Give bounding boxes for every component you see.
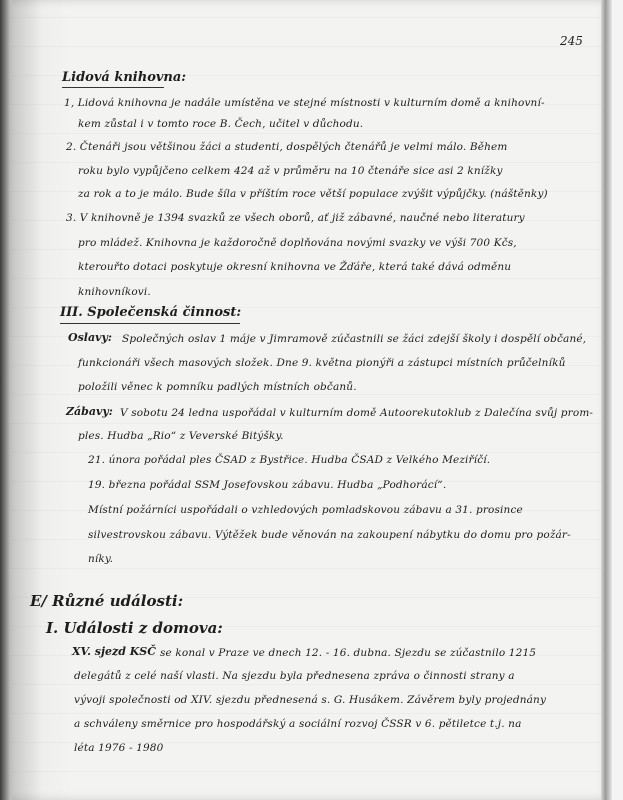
text-line: knihovníkovi.: [78, 286, 151, 298]
text-line: Společných oslav 1 máje v Jimramově zúčastnili se žáci zdejší školy i dospělí občané,: [122, 333, 587, 345]
text-line: Místní požárníci uspořádali o vzhledových pomladskovou zábavu a 31. prosince: [88, 504, 523, 516]
text-line: za rok a to je málo. Bude šíla v příštím roce větší populace zvýšit výpůjčky. (náštěnky): [78, 188, 548, 200]
label-zabavy: Zábavy:: [66, 405, 113, 418]
text-line: roku bylo vypůjčeno celkem 424 až v průměru na 10 čtenáře sice asi 2 knížky: [78, 165, 503, 177]
text-line: delegátů z celé naší vlasti. Na sjezdu byla přednesena zpráva o činnosti strany a: [74, 670, 515, 682]
text-line: funkcionáři všech masových složek. Dne 9. května pionýři a zástupci místních průčelníků: [78, 357, 566, 369]
text-line: V sobotu 24 ledna uspořádal v kulturním domě Autoorekutoklub z Dalečína svůj prom-: [120, 407, 594, 419]
label-oslavy: Oslavy:: [68, 331, 112, 344]
text-line: 2. Čtenáři jsou většinou žáci a studenti, dospělých čtenářů je velmi málo. Během: [66, 141, 508, 153]
text-line: 1, Lidová knihovna je nadále umístěna ve stejné místnosti v kulturním domě a knihovní-: [64, 97, 545, 109]
text-line: léta 1976 - 1980: [74, 742, 164, 754]
text-line: vývoji společnosti od XIV. sjezdu přednesená s. G. Husákem. Závěrem byly projednány: [74, 694, 547, 706]
heading-ruzne-udalosti: E/ Různé události:: [30, 592, 184, 610]
heading-underline: [60, 323, 240, 324]
text-line: a schváleny směrnice pro hospodářský a sociální rozvoj ČSSR v 6. pětiletce t.j. na: [74, 718, 522, 730]
text-line: kem zůstal i v tomto roce B. Čech, učitel v důchodu.: [78, 118, 364, 130]
label-xv-sjezd-ksc: XV. sjezd KSČ: [72, 645, 157, 658]
text-line: níky.: [88, 553, 114, 565]
text-line: se konal v Praze ve dnech 12. - 16. dubna. Sjezdu se zúčastnilo 1215: [160, 647, 537, 659]
handwritten-page: [12, 0, 612, 800]
text-line: položili věnec k pomníku padlých místních občanů.: [78, 381, 357, 393]
heading-spolecenska-cinnost: III. Společenská činnost:: [60, 305, 242, 320]
text-line: 21. února pořádal ples ČSAD z Bystřice. Hudba ČSAD z Velkého Meziříčí.: [88, 454, 491, 466]
heading-lidova-knihovna: Lidová knihovna:: [62, 70, 187, 85]
page-number: 245: [560, 34, 583, 48]
heading-underline: [62, 87, 164, 88]
text-line: 3. V knihovně je 1394 svazků ze všech oborů, ať již zábavné, naučné nebo literatury: [66, 212, 525, 224]
heading-udalosti-z-domova: I. Události z domova:: [46, 619, 223, 637]
text-line: pro mládež. Knihovna je každoročně doplňována novými svazky ve výši 700 Kčs,: [78, 237, 517, 249]
page-edge: [601, 0, 612, 800]
text-line: kterouřto dotaci poskytuje okresní knihovna ve Žďáře, která také dává odměnu: [78, 261, 512, 273]
text-line: ples. Hudba „Rio“ z Veverské Bitýšky.: [78, 430, 284, 442]
text-line: 19. března pořádal SSM Josefovskou zábavu. Hudba „Podhorácí“.: [88, 479, 447, 491]
text-line: silvestrovskou zábavu. Výtěžek bude věnován na zakoupení nábytku do domu pro požár-: [88, 529, 571, 541]
